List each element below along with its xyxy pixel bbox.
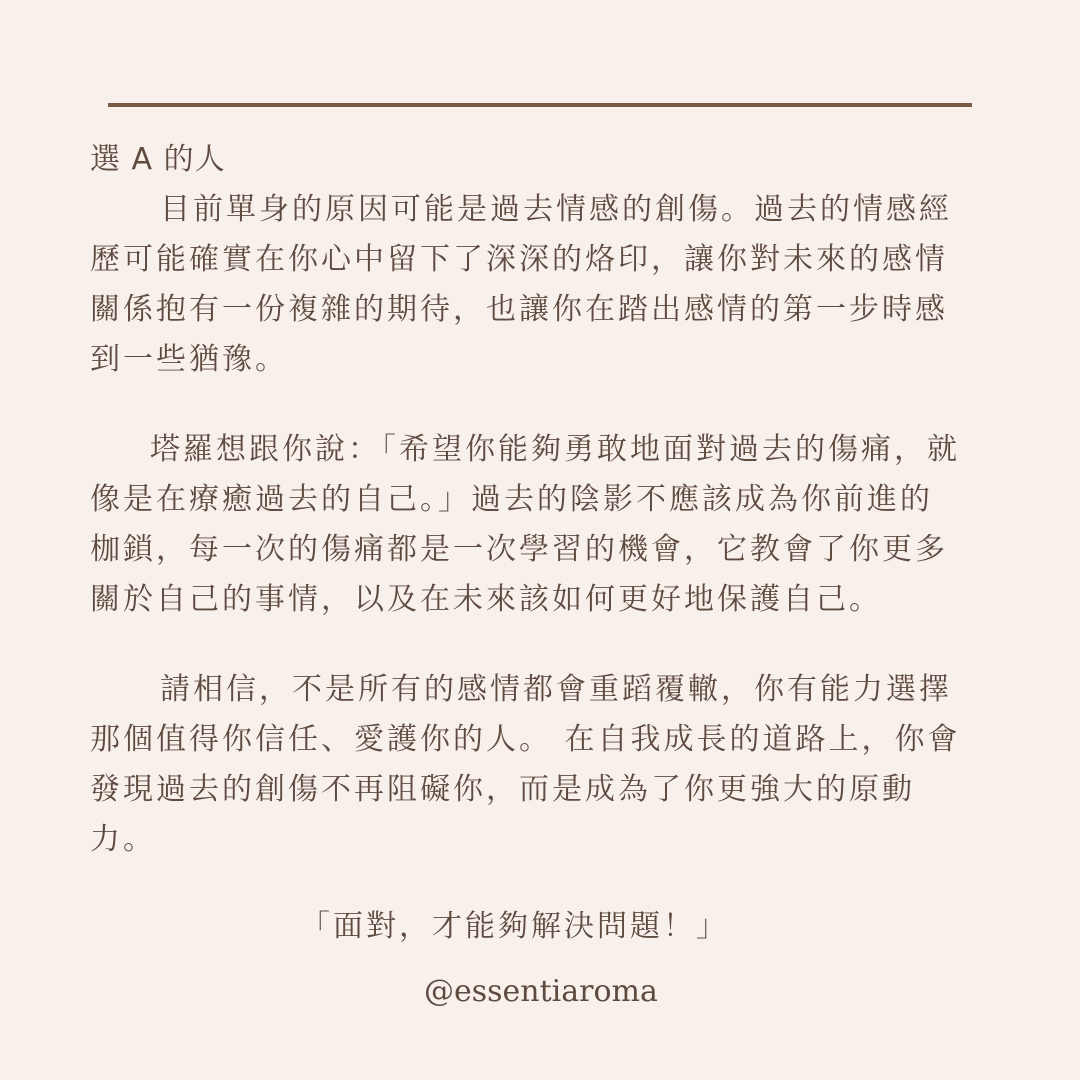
paragraph-text: 請相信，不是所有的感情都會重蹈覆轍，你有能力選擇 (160, 672, 952, 707)
paragraph-line: 關於自己的事情，以及在未來該如何更好地保護自己。 (90, 582, 882, 617)
paragraph-line (90, 185, 1010, 235)
paragraph-1 (90, 185, 1010, 385)
top-divider (108, 103, 972, 107)
section-heading: 選 A 的人 (90, 142, 226, 177)
paragraph-text: 塔羅想跟你說：「希望你能夠勇敢地面對過去的傷痛，就 (150, 432, 960, 467)
paragraph-line: 關係抱有一份複雜的期待，也讓你在踏出感情的第一步時感 (90, 292, 948, 327)
paragraph-2 (90, 425, 1010, 625)
account-handle: @essentiaroma (424, 974, 658, 1009)
paragraph-line: 力。 (90, 822, 156, 857)
paragraph-text: 目前單身的原因可能是過去情感的創傷。過去的情感經 (160, 192, 952, 227)
paragraph-line: 到一些猶豫。 (90, 342, 288, 377)
paragraph-3 (90, 665, 1010, 865)
paragraph-line: 發現過去的創傷不再阻礙你，而是成為了你更強大的原動 (90, 772, 915, 807)
paragraph-line: 像是在療癒過去的自己。」過去的陰影不應該成為你前進的 (90, 482, 933, 517)
paragraph-line: 枷鎖，每一次的傷痛都是一次學習的機會，它教會了你更多 (90, 532, 948, 567)
paragraph-line: 歷可能確實在你心中留下了深深的烙印，讓你對未來的感情 (90, 242, 948, 277)
paragraph-line (90, 425, 1010, 475)
paragraph-line: 那個值得你信任、愛護你的人。 在自我成長的道路上，你會 (90, 722, 961, 757)
closing-quote: 「面對，才能夠解決問題！」 (300, 909, 729, 944)
paragraph-line (90, 665, 1010, 715)
